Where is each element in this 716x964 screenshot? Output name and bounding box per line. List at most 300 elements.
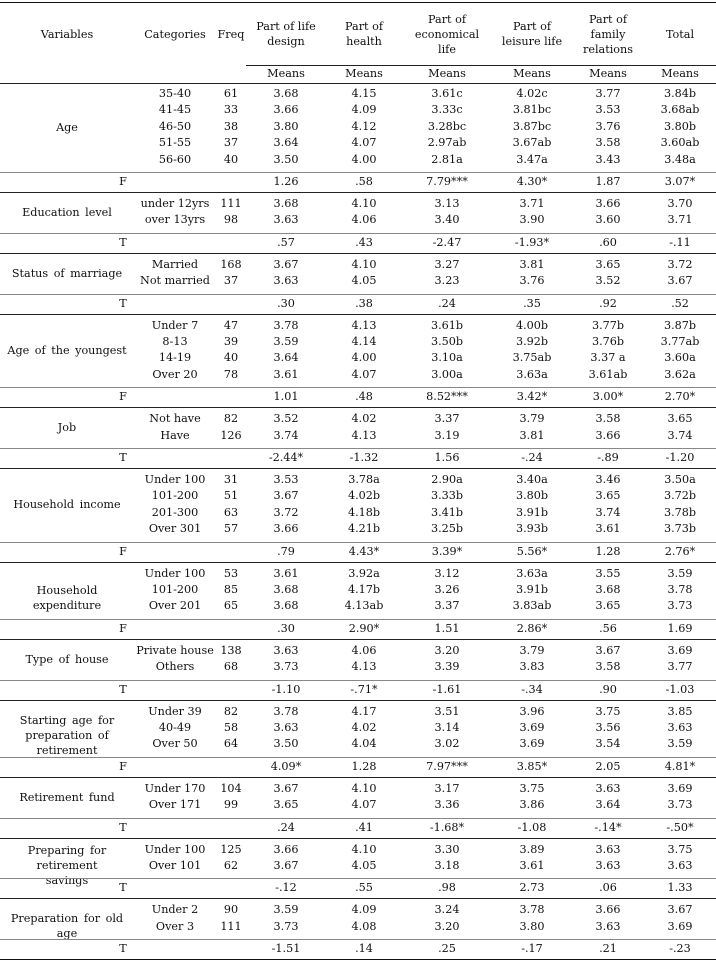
freq-cell: 98 xyxy=(223,213,239,227)
freq-cell: 38 xyxy=(223,119,239,133)
mean-cell: 3.63 xyxy=(273,643,299,657)
statistic-value: -2.44* xyxy=(268,451,304,464)
table-rule xyxy=(0,314,716,315)
statistic-value: -1.20 xyxy=(665,451,695,464)
statistic-value: .38 xyxy=(355,296,373,310)
table-rule xyxy=(0,172,716,173)
mean-cell: 3.51 xyxy=(434,704,460,718)
variable-label: Age of the youngest xyxy=(7,343,127,357)
mean-cell: 3.61 xyxy=(273,367,299,381)
freq-cell: 78 xyxy=(223,367,239,381)
table-rule xyxy=(0,680,716,681)
category-cell: Under 100 xyxy=(144,842,206,856)
mean-cell: 4.02c xyxy=(516,87,548,100)
mean-cell: 3.66 xyxy=(595,903,621,917)
table-rule xyxy=(0,619,716,620)
header-means: Means xyxy=(589,67,627,80)
statistic-value: .52 xyxy=(671,296,689,310)
statistic-value: .55 xyxy=(355,881,373,895)
freq-cell: 40 xyxy=(223,152,239,166)
table-rule xyxy=(0,233,716,234)
mean-cell: 3.39 xyxy=(434,660,460,674)
mean-cell: 3.26 xyxy=(434,583,460,596)
statistic-value: -1.68* xyxy=(429,820,465,834)
mean-cell: 4.02 xyxy=(351,721,377,734)
table-rule xyxy=(0,448,716,449)
table-rule xyxy=(0,838,716,839)
freq-cell: 57 xyxy=(223,522,239,536)
statistic-value: 1.28 xyxy=(351,759,377,773)
statistic-value: -.24 xyxy=(521,451,543,464)
mean-cell: 4.13ab xyxy=(344,599,384,613)
mean-cell: 3.67 xyxy=(273,257,299,271)
header-life-design: Part of life design xyxy=(256,20,316,48)
mean-cell: 3.68 xyxy=(273,87,299,100)
mean-cell: 3.63 xyxy=(273,213,299,227)
mean-cell: 3.61b xyxy=(430,318,464,332)
statistic-value: 2.73 xyxy=(519,881,545,895)
category-cell: Over 20 xyxy=(152,367,198,381)
category-cell: Under 2 xyxy=(151,903,199,917)
statistic-value: -.89 xyxy=(597,451,619,464)
statistic-value: -1.93* xyxy=(514,235,550,249)
mean-cell: 3.62a xyxy=(664,367,696,381)
header-health: Part of health xyxy=(345,20,383,48)
variable-label: Job xyxy=(57,421,77,435)
freq-cell: 111 xyxy=(220,197,242,210)
statistic-value: 2.86* xyxy=(516,621,548,635)
statistic-value: 1.87 xyxy=(595,175,621,188)
statistic-value: 1.28 xyxy=(595,544,621,558)
statistic-value: .43 xyxy=(355,235,373,249)
freq-cell: 63 xyxy=(223,505,239,519)
freq-cell: 64 xyxy=(223,737,239,751)
category-cell: Over 50 xyxy=(152,737,198,751)
header-freq: Freq xyxy=(217,27,245,41)
mean-cell: 4.00b xyxy=(515,318,549,332)
mean-cell: 3.59 xyxy=(273,335,299,348)
table-rule xyxy=(0,959,716,960)
mean-cell: 4.21b xyxy=(347,522,381,536)
category-cell: Over 101 xyxy=(148,859,202,872)
mean-cell: 3.73 xyxy=(273,919,299,933)
statistic-value: -1.32 xyxy=(349,451,379,464)
statistic-label: T xyxy=(119,296,127,310)
statistic-value: 1.01 xyxy=(273,390,299,404)
mean-cell: 3.75 xyxy=(667,842,693,856)
mean-cell: 3.69 xyxy=(667,919,693,933)
mean-cell: 3.63 xyxy=(667,859,693,872)
mean-cell: 3.24 xyxy=(434,903,460,917)
mean-cell: 3.76 xyxy=(595,119,621,133)
mean-cell: 3.65 xyxy=(595,599,621,613)
freq-cell: 58 xyxy=(223,721,239,734)
mean-cell: 4.02b xyxy=(347,489,381,503)
variable-label: Status of marriage xyxy=(11,266,123,280)
statistic-value: 5.56* xyxy=(516,544,548,558)
header-means: Means xyxy=(345,67,383,80)
mean-cell: 3.81 xyxy=(519,257,545,271)
mean-cell: 3.80 xyxy=(519,919,545,933)
statistic-value: .92 xyxy=(599,296,617,310)
mean-cell: 3.69 xyxy=(519,721,545,734)
header-variables: Variables xyxy=(40,27,94,41)
mean-cell: 3.78 xyxy=(273,318,299,332)
statistic-value: -.71* xyxy=(350,682,378,696)
mean-cell: 3.65 xyxy=(273,798,299,812)
mean-cell: 3.68 xyxy=(273,583,299,596)
category-cell: 8-13 xyxy=(162,335,188,348)
freq-cell: 39 xyxy=(223,335,239,348)
mean-cell: 3.61ab xyxy=(588,367,628,381)
statistic-value: .56 xyxy=(599,621,617,635)
mean-cell: 3.18 xyxy=(434,859,460,872)
mean-cell: 3.71 xyxy=(667,213,693,227)
variable-label: Starting age for preparation of retirement xyxy=(19,714,115,758)
mean-cell: 3.80b xyxy=(663,119,697,133)
statistic-value: 2.70* xyxy=(664,390,696,404)
table-rule xyxy=(0,468,716,469)
statistic-value: 2.76* xyxy=(664,544,696,558)
statistic-value: .30 xyxy=(277,296,295,310)
mean-cell: 3.64 xyxy=(273,136,299,150)
table-rule xyxy=(0,2,716,3)
category-cell: Under 7 xyxy=(151,318,199,332)
statistic-value: 4.09* xyxy=(270,759,302,773)
mean-cell: 3.67 xyxy=(273,859,299,872)
mean-cell: 3.78 xyxy=(273,704,299,718)
mean-cell: 3.23 xyxy=(434,274,460,288)
statistic-value: 3.85* xyxy=(516,759,548,773)
mean-cell: 3.66 xyxy=(273,522,299,536)
category-cell: 41-45 xyxy=(158,103,192,117)
category-cell: Over 301 xyxy=(148,522,202,536)
mean-cell: 3.78b xyxy=(663,505,697,519)
freq-cell: 40 xyxy=(223,351,239,365)
mean-cell: 3.71 xyxy=(519,197,545,210)
category-cell: Under 170 xyxy=(144,781,206,795)
statistic-label: F xyxy=(119,621,127,635)
category-cell: 51-55 xyxy=(158,136,192,150)
mean-cell: 3.70 xyxy=(667,197,693,210)
statistic-label: F xyxy=(119,390,127,404)
statistic-label: F xyxy=(119,544,127,558)
mean-cell: 3.73 xyxy=(273,660,299,674)
category-cell: Not married xyxy=(140,274,210,288)
statistic-value: .24 xyxy=(438,296,456,310)
mean-cell: 3.72b xyxy=(663,489,697,503)
mean-cell: 3.37 xyxy=(434,412,460,426)
mean-cell: 3.13 xyxy=(434,197,460,210)
mean-cell: 3.53 xyxy=(595,103,621,117)
mean-cell: 3.75 xyxy=(519,781,545,795)
mean-cell: 3.59 xyxy=(667,737,693,751)
freq-cell: 104 xyxy=(220,781,242,795)
mean-cell: 3.74 xyxy=(595,505,621,519)
category-cell: Private house xyxy=(136,643,214,657)
mean-cell: 3.65 xyxy=(595,489,621,503)
table-rule xyxy=(0,939,716,940)
mean-cell: 3.69 xyxy=(667,643,693,657)
mean-cell: 3.92b xyxy=(515,335,549,348)
mean-cell: 4.17 xyxy=(351,704,377,718)
statistic-value: .98 xyxy=(438,881,456,895)
mean-cell: 3.65 xyxy=(595,257,621,271)
mean-cell: 3.85 xyxy=(667,704,693,718)
mean-cell: 3.75ab xyxy=(512,351,552,365)
freq-cell: 53 xyxy=(223,566,239,580)
mean-cell: 3.63 xyxy=(595,859,621,872)
mean-cell: 4.02 xyxy=(351,412,377,426)
mean-cell: 2.90a xyxy=(431,473,463,486)
freq-cell: 62 xyxy=(223,859,239,872)
mean-cell: 3.72 xyxy=(667,257,693,271)
freq-cell: 68 xyxy=(223,660,239,674)
mean-cell: 3.63 xyxy=(667,721,693,734)
mean-cell: 3.72 xyxy=(273,505,299,519)
statistic-value: 1.33 xyxy=(667,881,693,895)
mean-cell: 3.47a xyxy=(516,152,548,166)
mean-cell: 3.69 xyxy=(667,781,693,795)
mean-cell: 3.93b xyxy=(515,522,549,536)
mean-cell: 4.07 xyxy=(351,136,377,150)
category-cell: under 12yrs xyxy=(140,197,210,210)
mean-cell: 3.63 xyxy=(595,919,621,933)
mean-cell: 3.76 xyxy=(519,274,545,288)
mean-cell: 3.37 a xyxy=(590,351,626,365)
mean-cell: 3.91b xyxy=(515,583,549,596)
statistic-value: .14 xyxy=(355,942,373,956)
table-rule xyxy=(0,898,716,899)
mean-cell: 3.73 xyxy=(667,798,693,812)
mean-cell: 3.60 xyxy=(595,213,621,227)
mean-cell: 3.20 xyxy=(434,643,460,657)
mean-cell: 3.61 xyxy=(519,859,545,872)
statistic-value: -.14* xyxy=(594,820,622,834)
mean-cell: 3.27 xyxy=(434,257,460,271)
mean-cell: 3.54 xyxy=(595,737,621,751)
variable-label: Household income xyxy=(13,498,121,512)
table-rule xyxy=(0,407,716,408)
mean-cell: 4.08 xyxy=(351,919,377,933)
mean-cell: 3.83ab xyxy=(512,599,552,613)
mean-cell: 2.97ab xyxy=(427,136,467,150)
statistic-value: 1.26 xyxy=(273,175,299,188)
mean-cell: 3.87b xyxy=(663,318,697,332)
statistic-value: .24 xyxy=(277,820,295,834)
statistic-value: 1.56 xyxy=(434,451,460,464)
category-cell: Over 3 xyxy=(155,919,195,933)
header-family-relations: Part of family relations xyxy=(583,12,633,56)
statistic-value: .35 xyxy=(523,296,541,310)
mean-cell: 3.58 xyxy=(595,412,621,426)
freq-cell: 126 xyxy=(220,428,242,442)
mean-cell: 3.79 xyxy=(519,643,545,657)
mean-cell: 3.64 xyxy=(595,798,621,812)
mean-cell: 4.12 xyxy=(351,119,377,133)
statistic-value: 4.43* xyxy=(348,544,380,558)
statistic-value: 3.39* xyxy=(431,544,463,558)
statistic-value: .90 xyxy=(599,682,617,696)
statistic-value: -1.10 xyxy=(271,682,301,696)
header-total: Total xyxy=(665,27,695,41)
mean-cell: 4.05 xyxy=(351,274,377,288)
statistic-value: 8.52*** xyxy=(426,390,468,404)
mean-cell: 3.46 xyxy=(595,473,621,486)
mean-cell: 3.96 xyxy=(519,704,545,718)
mean-cell: 3.66 xyxy=(595,197,621,210)
statistic-label: T xyxy=(119,451,127,464)
mean-cell: 2.81a xyxy=(431,152,463,166)
mean-cell: 3.63 xyxy=(273,274,299,288)
statistic-value: 7.79*** xyxy=(426,175,468,188)
freq-cell: 51 xyxy=(223,489,239,503)
mean-cell: 3.19 xyxy=(434,428,460,442)
mean-cell: 3.63 xyxy=(595,842,621,856)
mean-cell: 3.30 xyxy=(434,842,460,856)
mean-cell: 3.90 xyxy=(519,213,545,227)
statistic-label: T xyxy=(119,682,127,696)
freq-cell: 99 xyxy=(223,798,239,812)
header-economical-life: Part of economical life xyxy=(414,12,480,56)
header-means: Means xyxy=(513,67,551,80)
category-cell: Over 171 xyxy=(148,798,202,812)
statistic-label: F xyxy=(119,759,127,773)
category-cell: 201-300 xyxy=(151,505,199,519)
mean-cell: 3.59 xyxy=(273,903,299,917)
mean-cell: 3.78a xyxy=(348,473,380,486)
statistic-value: -.17 xyxy=(521,942,543,956)
mean-cell: 4.05 xyxy=(351,859,377,872)
statistic-label: T xyxy=(119,235,127,249)
statistic-value: -.50* xyxy=(666,820,694,834)
statistic-value: .57 xyxy=(277,235,295,249)
mean-cell: 3.52 xyxy=(273,412,299,426)
statistic-value: 3.00* xyxy=(592,390,624,404)
mean-cell: 3.75 xyxy=(595,704,621,718)
mean-cell: 3.68 xyxy=(595,583,621,596)
category-cell: 101-200 xyxy=(151,489,199,503)
mean-cell: 3.33c xyxy=(431,103,463,117)
table-rule xyxy=(0,878,716,879)
mean-cell: 3.14 xyxy=(434,721,460,734)
mean-cell: 3.61c xyxy=(431,87,463,100)
table-rule xyxy=(0,777,716,778)
mean-cell: 3.40a xyxy=(516,473,548,486)
mean-cell: 3.33b xyxy=(430,489,464,503)
mean-cell: 4.09 xyxy=(351,903,377,917)
freq-cell: 82 xyxy=(223,704,239,718)
mean-cell: 3.65 xyxy=(667,412,693,426)
category-cell: Over 201 xyxy=(148,599,202,613)
mean-cell: 3.66 xyxy=(595,428,621,442)
freq-cell: 111 xyxy=(220,919,242,933)
mean-cell: 3.61 xyxy=(273,566,299,580)
category-cell: over 13yrs xyxy=(144,213,206,227)
mean-cell: 3.63a xyxy=(516,566,548,580)
mean-cell: 3.89 xyxy=(519,842,545,856)
mean-cell: 3.41b xyxy=(430,505,464,519)
statistic-value: -.11 xyxy=(669,235,691,249)
freq-cell: 90 xyxy=(223,903,239,917)
mean-cell: 4.04 xyxy=(351,737,377,751)
mean-cell: 3.60a xyxy=(664,351,696,365)
category-cell: 46-50 xyxy=(158,119,192,133)
mean-cell: 3.63a xyxy=(516,367,548,381)
mean-cell: 3.36 xyxy=(434,798,460,812)
mean-cell: 3.66 xyxy=(273,842,299,856)
category-cell: 40-49 xyxy=(158,721,192,734)
mean-cell: 3.91b xyxy=(515,505,549,519)
mean-cell: 4.10 xyxy=(351,781,377,795)
mean-cell: 3.67 xyxy=(667,903,693,917)
mean-cell: 3.77 xyxy=(595,87,621,100)
mean-cell: 3.50a xyxy=(664,473,696,486)
statistic-value: .60 xyxy=(599,235,617,249)
mean-cell: 3.67ab xyxy=(512,136,552,150)
statistic-value: 7.97*** xyxy=(426,759,468,773)
variable-label: Preparing for retirement savings xyxy=(27,844,107,887)
mean-cell: 4.13 xyxy=(351,660,377,674)
variable-label: Preparation for old age xyxy=(10,912,124,941)
table-rule xyxy=(0,542,716,543)
statistic-value: .06 xyxy=(599,881,617,895)
mean-cell: 3.77ab xyxy=(660,335,700,348)
mean-cell: 4.00 xyxy=(351,351,377,365)
mean-cell: 4.06 xyxy=(351,643,377,657)
mean-cell: 3.48a xyxy=(664,152,696,166)
statistic-value: -.23 xyxy=(669,942,691,956)
statistic-value: -1.03 xyxy=(665,682,695,696)
mean-cell: 3.58 xyxy=(595,136,621,150)
mean-cell: 3.67 xyxy=(667,274,693,288)
mean-cell: 3.64 xyxy=(273,351,299,365)
mean-cell: 3.69 xyxy=(519,737,545,751)
table-rule xyxy=(0,700,716,701)
mean-cell: 3.63 xyxy=(595,781,621,795)
category-cell: Under 39 xyxy=(148,704,202,718)
table-rule xyxy=(0,192,716,193)
statistic-value: .48 xyxy=(355,390,373,404)
mean-cell: 3.25b xyxy=(430,522,464,536)
statistic-value: 2.90* xyxy=(348,621,380,635)
mean-cell: 3.73b xyxy=(663,522,697,536)
mean-cell: 3.60ab xyxy=(660,136,700,150)
mean-cell: 3.00a xyxy=(431,367,463,381)
mean-cell: 3.84b xyxy=(663,87,697,100)
header-means: Means xyxy=(267,67,305,80)
statistic-label: T xyxy=(119,820,127,834)
mean-cell: 3.92a xyxy=(348,566,380,580)
freq-cell: 37 xyxy=(223,274,239,288)
mean-cell: 4.07 xyxy=(351,367,377,381)
mean-cell: 3.43 xyxy=(595,152,621,166)
statistic-value: 4.30* xyxy=(516,175,548,188)
category-cell: 14-19 xyxy=(158,351,192,365)
mean-cell: 4.09 xyxy=(351,103,377,117)
statistic-value: .58 xyxy=(355,175,373,188)
statistic-value: 3.07* xyxy=(664,175,696,188)
table-rule xyxy=(0,562,716,563)
variable-label: Type of house xyxy=(25,652,109,666)
statistic-label: F xyxy=(119,175,127,188)
mean-cell: 3.68 xyxy=(273,599,299,613)
freq-cell: 33 xyxy=(223,103,239,117)
mean-cell: 3.87bc xyxy=(512,119,552,133)
statistic-value: -1.08 xyxy=(517,820,547,834)
statistic-value: 1.51 xyxy=(434,621,460,635)
mean-cell: 4.10 xyxy=(351,197,377,210)
